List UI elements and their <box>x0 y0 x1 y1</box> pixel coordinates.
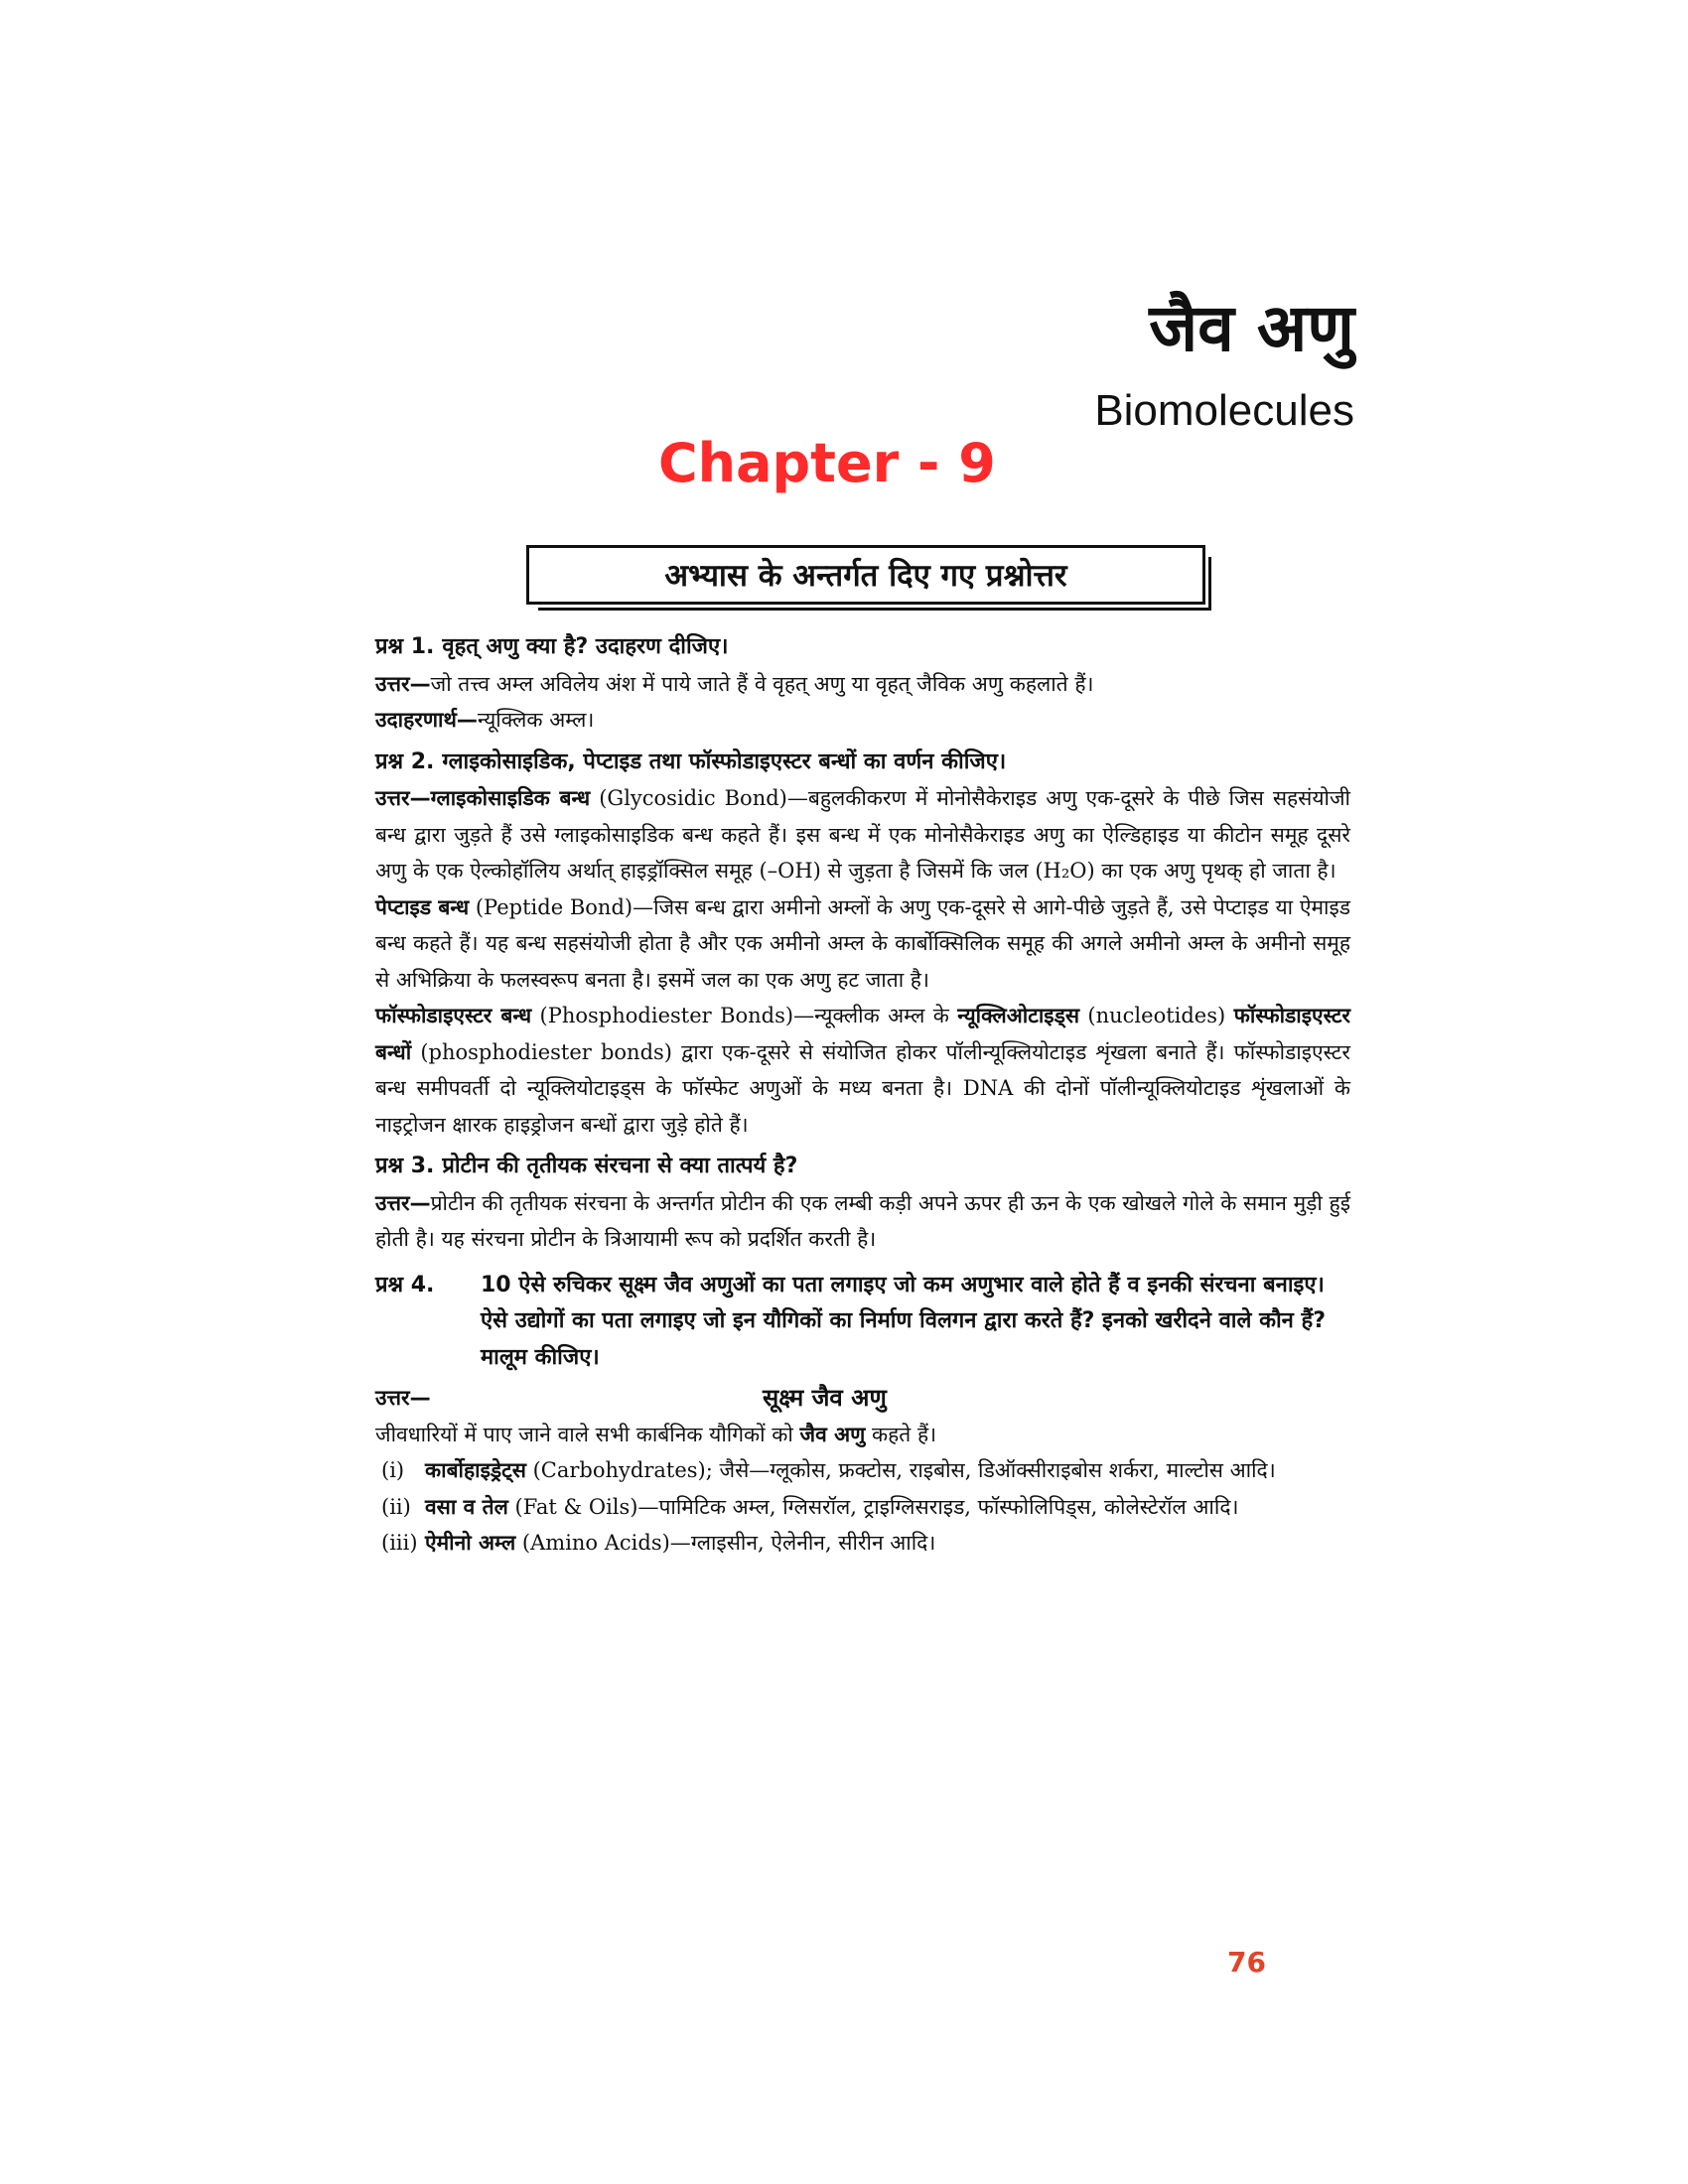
phosphodiester-english: (Phosphodiester Bonds)— <box>539 1004 815 1027</box>
glycosidic-english: (Glycosidic Bond)— <box>599 786 808 810</box>
answer-2-phosphodiester <box>375 998 1350 1143</box>
answer-2-peptide <box>375 889 1350 999</box>
question-label: प्रश्न 4. <box>375 1272 435 1297</box>
question-label: प्रश्न 2. <box>375 749 435 774</box>
list-term: वसा व तेल <box>425 1494 508 1519</box>
answer-4-intro <box>375 1417 1350 1453</box>
glycosidic-term: ग्लाइकोसाइडिक बन्ध <box>430 786 591 810</box>
list-term: कार्बोहाइड्रेट्स <box>425 1458 526 1482</box>
example-label: उदाहरणार्थ— <box>375 708 478 732</box>
list-item <box>375 1452 1350 1489</box>
section-title-box <box>526 545 1205 605</box>
list-item <box>375 1489 1350 1526</box>
question-text: प्रोटीन की तृतीयक संरचना से क्या तात्पर्य है? <box>442 1154 798 1178</box>
peptide-english: (Peptide Bond)— <box>475 894 654 919</box>
answer-text: जो तत्त्व अम्ल अविलेय अंश में पाये जाते हैं वे वृहत् अणु या वृहत् जैविक अणु कहलाते हैं। <box>430 671 1094 696</box>
glycosidic-text: बहुलकीकरण में मोनोसैकेराइड अणु एक-दूसरे के पीछे जिस सहसंयोजी बन्ध द्वारा जुड़ते हैं उसे ग्लाइकोसाइडिक बन्ध कहते हैं। इस बन्ध में एक मोनोसैकेराइड अणु का ऐल्डिहाइड या कीटोन समूह दूसरे अणु के एक ऐल्कोहॉलिय अर्थात् हाइड्रॉक्सिल समूह (–OH) से जुड़ता है जिसमें कि जल (H₂O) का एक अणु पृथक् हो जाता है। <box>375 786 1350 883</box>
intro-text-2: कहते हैं। <box>872 1422 937 1446</box>
intro-bold: जैव अणु <box>799 1422 866 1446</box>
list-number: (iii) <box>381 1531 418 1555</box>
list-english: (Fat & Oils)— <box>514 1494 659 1519</box>
answer-3 <box>375 1185 1350 1258</box>
list-item <box>375 1525 1350 1562</box>
answer-1 <box>375 666 1350 703</box>
phosphodiester-bold-1: न्यूक्लिओटाइड्स <box>957 1004 1080 1027</box>
subheading: सूक्ष्म जैव अणु <box>763 1384 887 1412</box>
answer-label: उत्तर— <box>375 1386 431 1410</box>
answer-4-heading <box>375 1380 1350 1417</box>
answer-text: प्रोटीन की तृतीयक संरचना के अन्तर्गत प्रोटीन की एक लम्बी कड़ी अपने ऊपर ही ऊन के एक खोखले गोले के समान मुड़ी हुई होती है। यह संरचना प्रोटीन के त्रिआयामी रूप को प्रदर्शित करती है। <box>375 1190 1350 1251</box>
question-text: वृहत् अणु क्या है? उदाहरण दीजिए। <box>442 634 729 659</box>
peptide-text: जिस बन्ध द्वारा अमीनो अम्लों के अणु एक-दूसरे से आगे-पीछे जुड़ते हैं, उसे पेप्टाइड या ऐमाइड बन्ध कहते हैं। यह बन्ध सहसंयोजी होता है और एक अमीनो अम्ल के कार्बोक्सिलिक समूह की अगले अमीनो अम्ल के अमीनो समूह से अभिक्रिया के फलस्वरूप बनता है। इसमें जल का एक अणु हट जाता है। <box>375 894 1350 992</box>
list-term: ऐमीनो अम्ल <box>425 1531 516 1555</box>
phosphodiester-bold-2: फॉस्फोडाइएस्टर बन्धों <box>375 1004 1350 1064</box>
answer-2-glycosidic <box>375 780 1350 889</box>
question-1 <box>375 629 1350 666</box>
answer-label: उत्तर— <box>375 671 431 696</box>
list-text: ग्लाइसीन, ऐलेनीन, सीरीन आदि। <box>690 1531 936 1555</box>
list-number: (ii) <box>381 1494 411 1519</box>
intro-text-1: जीवधारियों में पाए जाने वाले सभी कार्बनिक यौगिकों को <box>375 1422 793 1446</box>
list-number: (i) <box>381 1458 405 1482</box>
question-4 <box>375 1268 1350 1377</box>
chapter-title-hindi: जैव अणु <box>1149 290 1354 366</box>
chapter-title-english: Biomolecules <box>1094 386 1354 435</box>
list-english: (Amino Acids)— <box>521 1531 691 1555</box>
page-number: 76 <box>1227 1946 1266 1979</box>
list-english: (Carbohydrates); जैसे— <box>532 1458 771 1482</box>
peptide-term: पेप्टाइड बन्ध <box>375 894 470 919</box>
question-3 <box>375 1149 1350 1185</box>
phosphodiester-text-2: (nucleotides) <box>1087 1004 1226 1027</box>
answer-label: उत्तर— <box>375 1190 431 1215</box>
chapter-number: Chapter - 9 <box>658 432 996 494</box>
question-label: प्रश्न 1. <box>375 634 435 659</box>
answer-label: उत्तर— <box>375 786 431 810</box>
question-text: 10 ऐसे रुचिकर सूक्ष्म जैव अणुओं का पता लगाइए जो कम अणुभार वाले होते हैं व इनकी संरचना बनाइए। ऐसे उद्योगों का पता लगाइए जो इन यौगिकों का निर्माण विलगन द्वारा करते हैं? इनको खरीदने वाले कौन हैं? मालूम कीजिए। <box>481 1272 1326 1370</box>
content <box>375 623 1350 1562</box>
answer-1-example <box>375 702 1350 739</box>
phosphodiester-text-3: (phosphodiester bonds) द्वारा एक-दूसरे से संयोजित होकर पॉलीन्यूक्लियोटाइड शृंखला बनाते हैं। फॉस्फोडाइएस्टर बन्ध समीपवर्ती दो न्यूक्लियोटाइड्स के फॉस्फेट अणुओं के मध्य बनता है। DNA की दोनों पॉलीन्यूक्लियोटाइड शृंखलाओं के नाइट्रोजन क्षारक हाइड्रोजन बन्धों द्वारा जुड़े होते हैं। <box>375 1039 1350 1137</box>
section-title: अभ्यास के अन्तर्गत दिए गए प्रश्नोत्तर <box>664 558 1067 594</box>
phosphodiester-text-1: न्यूक्लीक अम्ल के <box>814 1004 949 1027</box>
question-text: ग्लाइकोसाइडिक, पेप्टाइड तथा फॉस्फोडाइएस्टर बन्धों का वर्णन कीजिए। <box>442 749 1007 774</box>
list-text: पामिटिक अम्ल, ग्लिसरॉल, ट्राइग्लिसराइड, फॉस्फोलिपिड्स, कोलेस्टेरॉल आदि। <box>658 1494 1239 1519</box>
question-label: प्रश्न 3. <box>375 1154 435 1178</box>
list-text: ग्लूकोस, फ्रक्टोस, राइबोस, डिऑक्सीराइबोस शर्करा, माल्टोस आदि। <box>770 1458 1276 1482</box>
question-2 <box>375 745 1350 781</box>
phosphodiester-term: फॉस्फोडाइएस्टर बन्ध <box>375 1004 532 1027</box>
example-text: न्यूक्लिक अम्ल। <box>477 708 595 732</box>
